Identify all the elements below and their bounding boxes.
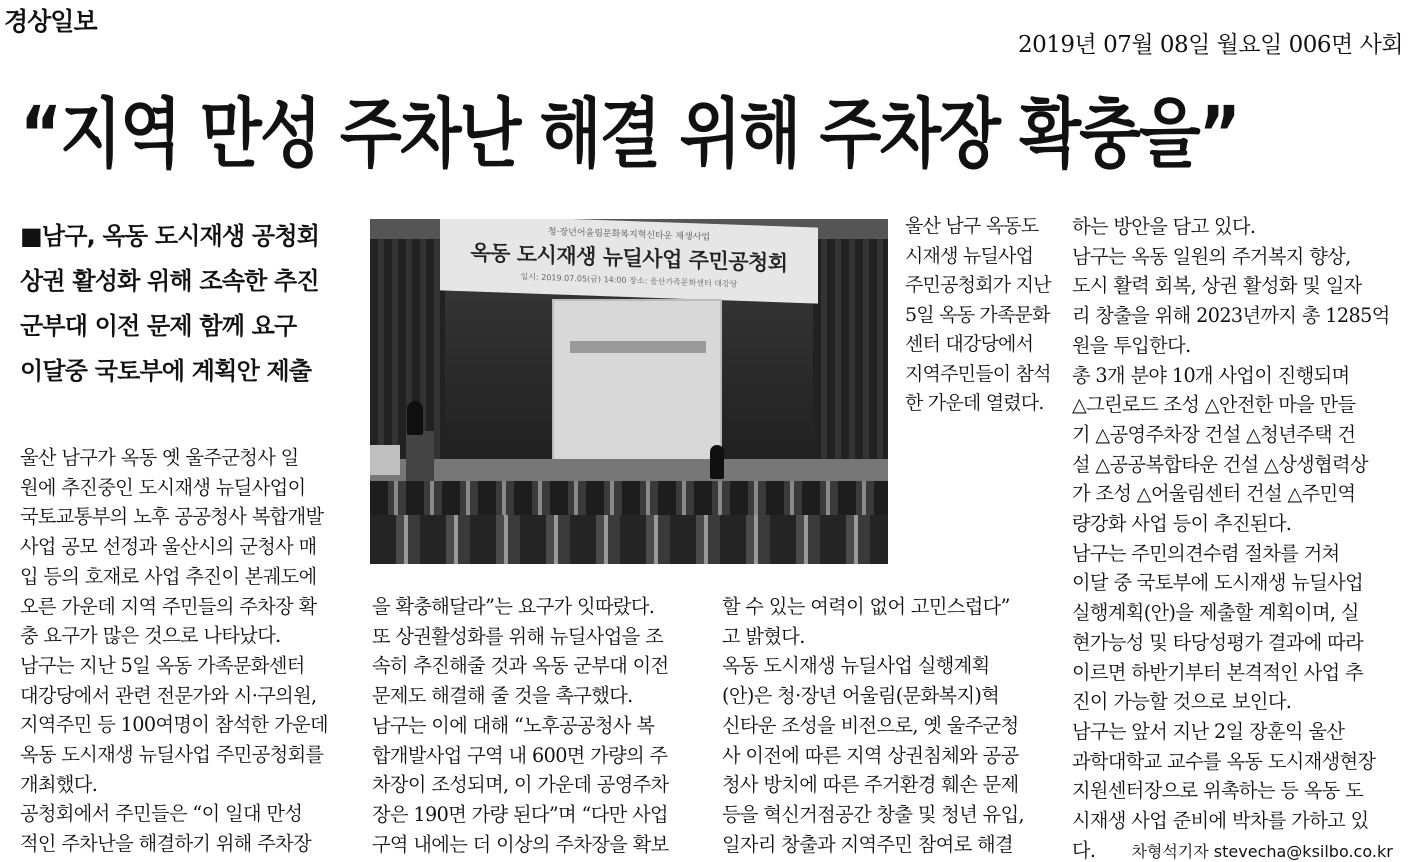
body-line: 과학대학교 교수를 옥동 도시재생현장 (1072, 749, 1376, 773)
caption-line: 한 가운데 열렸다. (905, 392, 1044, 414)
body-line: 오른 가운데 지역 주민들의 주차장 확 (20, 594, 317, 618)
body-line: 하는 방안을 담고 있다. (1072, 215, 1256, 238)
body-line: 기 △공영주차장 건설 △청년주택 건 (1072, 422, 1356, 446)
photo-caption (905, 212, 1055, 419)
dateline: 2019년 07월 08일 월요일 006면 사회 (1018, 32, 1403, 58)
body-line: 설 △공공복합타운 건설 △상생협력상 (1072, 452, 1368, 476)
body-line: 을 확충해달라”는 요구가 잇따랐다. (372, 595, 655, 618)
body-line: 대강당에서 관련 전문가와 시·구의원, (20, 683, 317, 707)
body-line: 국토교통부의 노후 공공청사 복합개발 (20, 505, 324, 529)
caption-line: 5일 옥동 가족문화 (905, 303, 1050, 326)
body-line: 진이 가능할 것으로 보인다. (1072, 690, 1292, 714)
body-line: 구역 내에는 더 이상의 주차장을 확보 (372, 832, 669, 856)
panel-table (370, 445, 400, 475)
caption-line: 센터 대강당에서 (905, 333, 1034, 355)
subheadline-block (20, 214, 360, 394)
article-headline: “지역 만성 주차난 해결 위해 주차장 확충을” (20, 91, 1239, 180)
body-line: 지역주민 등 100여명이 참석한 가운데 (20, 713, 328, 737)
caption-line: 울산 남구 옥동도 (905, 215, 1039, 237)
body-line: 실행계획(안)을 제출할 계획이며, 실 (1072, 601, 1359, 625)
body-line: 옥동 도시재생 뉴딜사업 실행계획 (722, 654, 990, 678)
body-line: 시재생 사업 준비에 박차를 가하고 있 (1072, 809, 1369, 833)
body-text-end: 다. (1072, 838, 1096, 862)
body-line: 사 이전에 따른 지역 상권침체와 공공 (722, 743, 1019, 767)
body-line: 개최했다. (20, 772, 98, 796)
caption-line: 지역주민들이 참석 (905, 362, 1051, 385)
body-line: 등을 혁신거점공간 창출 및 청년 유입, (722, 802, 1025, 826)
body-line: 현가능성 및 타당성평가 결과에 따라 (1072, 630, 1364, 654)
body-line: 합개발사업 구역 내 600면 가량의 주 (372, 743, 668, 767)
body-column-3 (722, 592, 1052, 859)
newspaper-masthead: 경상일보 (4, 7, 97, 36)
caption-line: 주민공청회가 지난 (905, 274, 1051, 296)
standing-person-figure (710, 445, 724, 479)
body-line: 청사 방치에 따른 주거환경 훼손 문제 (722, 773, 1019, 797)
projection-screen (552, 299, 722, 461)
body-column-2 (372, 592, 705, 859)
body-line: 총 3개 분야 10개 사업이 진행되며 (1072, 363, 1350, 387)
photo-banner (440, 219, 818, 304)
body-line: 사업 공모 선정과 울산시의 군청사 매 (20, 535, 317, 559)
body-line: 옥동 도시재생 뉴딜사업 주민공청회를 (20, 743, 324, 767)
body-line: 일자리 창출과 지역주민 참여로 해결 (722, 832, 1014, 856)
body-line: 문제도 해결해 줄 것을 촉구했다. (372, 684, 633, 708)
reporter-byline: 차형석기자 stevecha@ksilbo.co.kr (1131, 841, 1393, 861)
body-line: 신타운 조성을 비전으로, 옛 울주군청 (722, 713, 1019, 737)
body-line: 장은 190면 가량 된다”며 “다만 사업 (372, 802, 668, 826)
body-line: 지원센터장으로 위촉하는 등 옥동 도 (1072, 779, 1364, 803)
subheadline-1: ■남구, 옥동 도시재생 공청회 (20, 222, 320, 250)
body-line: 도시 활력 회복, 상권 활성화 및 일자 (1072, 274, 1362, 298)
body-line: △그린로드 조성 △안전한 마을 만들 (1072, 393, 1356, 417)
body-line: 이달 중 국토부에 도시재생 뉴딜사업 (1072, 571, 1364, 595)
body-line: 남구는 앞서 지난 2일 장훈익 울산 (1072, 719, 1345, 743)
body-line: 이르면 하반기부터 본격적인 사업 추 (1072, 660, 1364, 684)
body-line: 차장이 조성되며, 이 가운데 공영주차 (372, 773, 669, 797)
audience-seats-front (370, 515, 888, 564)
banner-small-text: 청·장년어울림문화복지혁신타운 재생사업 (547, 227, 711, 243)
article-photo (370, 219, 888, 564)
body-line: 남구는 주민의견수렴 절차를 거쳐 (1072, 541, 1340, 565)
body-line: 또 상권활성화를 위해 뉴딜사업을 조 (372, 624, 664, 648)
body-line: 원을 투입한다. (1072, 333, 1191, 357)
body-line: (안)은 청·장년 어울림(문화복지)혁 (722, 684, 1000, 708)
screen-slide-bar (570, 341, 706, 353)
body-line: 공청회에서 주민들은 “이 일대 만성 (20, 802, 303, 826)
body-line: 원에 추진중인 도시재생 뉴딜사업이 (20, 475, 306, 499)
body-line: 남구는 이에 대해 “노후공공청사 복 (372, 713, 655, 737)
body-column-1 (20, 443, 360, 859)
body-line: 충 요구가 많은 것으로 나타났다. (20, 624, 281, 648)
body-line: 남구는 옥동 일원의 주거복지 향상, (1072, 244, 1351, 268)
caption-line: 시재생 뉴딜사업 (905, 244, 1034, 267)
body-line: 속히 추진해줄 것과 옥동 군부대 이전 (372, 654, 669, 678)
body-line: 고 밝혔다. (722, 624, 805, 648)
subheadline-4: 이달중 국토부에 계획안 제출 (20, 357, 312, 385)
body-line: 남구는 지난 5일 옥동 가족문화센터 (20, 653, 305, 677)
banner-main-text: 옥동 도시재생 뉴딜사업 주민공청회 (470, 240, 788, 276)
banner-info-text: 일시: 2019.07.05(금) 14:00 장소: 울산가족문화센터 대강당 (520, 272, 738, 289)
body-line: 가 조성 △어울림센터 건설 △주민역 (1072, 482, 1356, 506)
body-line-last (1072, 836, 1406, 862)
body-line: 입 등의 호재로 사업 추진이 본궤도에 (20, 564, 317, 588)
body-line: 할 수 있는 여력이 없어 고민스럽다” (722, 595, 1010, 618)
body-line: 울산 남구가 옥동 옛 울주군청사 일 (20, 446, 299, 469)
body-column-4 (1072, 212, 1406, 862)
body-line: 량강화 사업 등이 추진된다. (1072, 512, 1292, 536)
speaker-figure (407, 401, 423, 435)
body-line: 적인 주차난을 해결하기 위해 주차장 (20, 832, 312, 856)
subheadline-3: 군부대 이전 문제 함께 요구 (20, 312, 297, 340)
body-line: 리 창출을 위해 2023년까지 총 1285억 (1072, 304, 1390, 328)
subheadline-2: 상권 활성화 위해 조속한 추진 (20, 267, 319, 295)
